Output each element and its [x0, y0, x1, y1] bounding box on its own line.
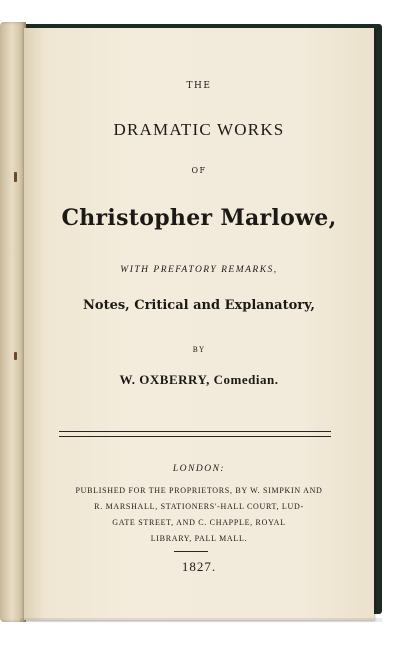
imprint-line: PUBLISHED FOR THE PROPRIETORS, BY W. SIMPKIN AND — [75, 486, 323, 495]
author-name: Christopher Marlowe, — [61, 205, 337, 231]
imprint-line: LIBRARY, PALL MALL. — [150, 534, 248, 543]
publication-year: 1827. — [181, 559, 217, 574]
double-rule-divider — [59, 431, 331, 437]
by-line: BY — [192, 346, 206, 354]
imprint-line: GATE STREET, AND C. CHAPPLE, ROYAL — [112, 518, 286, 527]
title-page-text — [24, 28, 374, 620]
imprint-line: R. MARSHALL, STATIONERS'-HALL COURT, LUD- — [94, 502, 304, 511]
imprint-block — [24, 483, 374, 547]
the-line: THE — [186, 81, 212, 91]
binding-thread-mark — [14, 172, 17, 182]
work-title: DRAMATIC WORKS — [113, 120, 285, 139]
binding-thread-mark — [14, 352, 17, 360]
title-page — [24, 28, 374, 620]
place-of-publication: LONDON: — [172, 464, 226, 474]
page-edges-left — [0, 22, 26, 622]
short-rule-divider — [174, 551, 208, 552]
of-line: OF — [191, 166, 207, 175]
notes-line: Notes, Critical and Explanatory, — [83, 298, 315, 313]
page-shadow — [20, 618, 382, 622]
editor-name: W. OXBERRY, Comedian. — [119, 372, 279, 387]
prefatory-remarks-line: WITH PREFATORY REMARKS, — [120, 265, 278, 275]
